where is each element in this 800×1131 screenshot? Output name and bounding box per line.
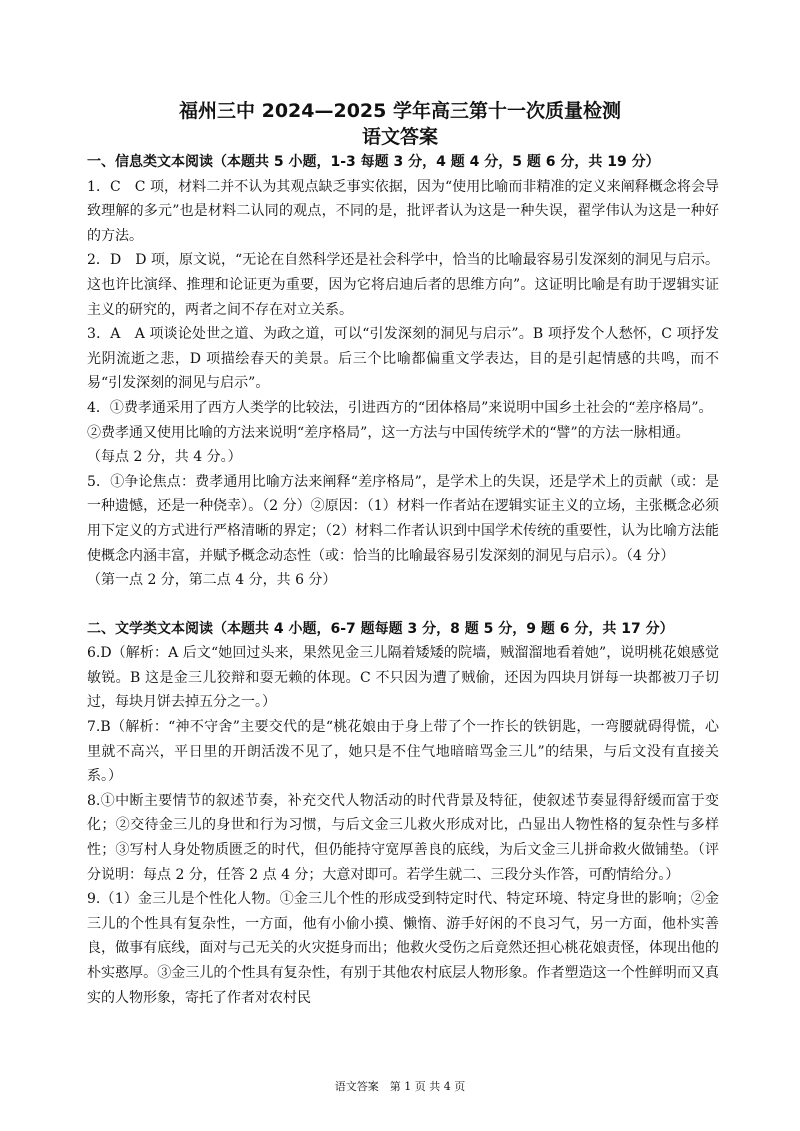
section-heading-informational-text: 一、信息类文本阅读（本题共 5 小题，1-3 每题 3 分，4 题 4 分，5 题 6 分，共 19 分） bbox=[87, 154, 660, 170]
answer-content bbox=[87, 150, 719, 1010]
document-subtitle: 语文答案 bbox=[361, 126, 438, 148]
answer-item-3: 3．A A 项谈论处世之道、为政之道，可以“引发深刻的洞见与启示”。B 项抒发个人愁怀，C 项抒发光阴流逝之悲，D 项描绘春天的美景。后三个比喻都偏重文学表达，目的是引起情感的共鸣，而不易“引发深刻的洞见与启示”。 bbox=[87, 326, 719, 392]
answer-item-4-scoring: （每点 2 分，共 4 分。） bbox=[87, 449, 242, 466]
answer-item-4-point-1: 4．①费孝通采用了西方人类学的比较法，引进西方的“团体格局”来说明中国乡土社会的“差序格局”。 bbox=[87, 399, 713, 416]
answer-item-8: 8.①中断主要情节的叙述节奏，补充交代人物活动的时代背景及特征，使叙述节奏显得舒缓而富于变化；②交待金三儿的身世和行为习惯，与后文金三儿救火形成对比，凸显出人物性格的复杂性与多样性；③写村人身处物质匮乏的时代，但仍能持守宽厚善良的底线，为后文金三儿拼命救火做铺垫。（评分说明：每点 2 分，任答 2 点 4 分；大意对即可。若学生就二、三段分头作答，可酌情给分。） bbox=[87, 792, 719, 883]
answer-item-9: 9.（1）金三儿是个性化人物。①金三儿个性的形成受到特定时代、特定环境、特定身世的影响；②金三儿的个性具有复杂性，一方面，他有小偷小摸、懒惰、游手好闲的不良习气，另一方面，他朴实善良，做事有底线，面对与己无关的火灾挺身而出；他救火受伤之后竟然还担心桃花娘责怪，体现出他的朴实憨厚。③金三儿的个性具有复杂性，有别于其他农村底层人物形象。作者塑造这一个性鲜明而又真实的人物形象，寄托了作者对农村民 bbox=[87, 891, 719, 1006]
answer-item-4-point-2: ②费孝通又使用比喻的方法来说明“差序格局”，这一方法与中国传统学术的“譬”的方法一脉相通。 bbox=[87, 424, 690, 441]
answer-item-6: 6.D（解析：A 后文“她回过头来，果然见金三儿隔着矮矮的院墙，贼溜溜地看着她”，说明桃花娘感觉敏锐。B 这是金三儿狡辩和耍无赖的体现。C 不只因为遭了贼偷，还因为四块月饼每一块都被刀子切过，每块月饼去掉五分之一。） bbox=[87, 645, 719, 711]
document-title: 福州三中 2024—2025 学年高三第十一次质量检测 bbox=[179, 100, 621, 122]
answer-item-2: 2．D D 项，原文说，“无论在自然科学还是社会科学中，恰当的比喻最容易引发深刻的洞见与启示。这也许比演绎、推理和论证更为重要，因为它将启迪后者的思维方向”。这证明比喻是有助于逻辑实证主义的研究的，两者之间不存在对立关系。 bbox=[87, 252, 719, 318]
answer-item-1: 1．C C 项，材料二并不认为其观点缺乏事实依据，因为“使用比喻而非精准的定义来阐释概念将会导致理解的多元”也是材料二认同的观点，不同的是，批评者认为这是一种失误，翟学伟认为这是一种好的方法。 bbox=[87, 178, 719, 244]
answer-item-7: 7.B（解析：“神不守舍”主要交代的是“桃花娘由于身上带了个一拃长的铁钥匙，一弯腰就碍得慌，心里就不高兴，平日里的开朗活泼不见了，她只是不住气地暗暗骂金三儿”的结果，与后文没有直接关系。） bbox=[87, 719, 719, 785]
page-footer: 语文答案 第 1 页 共 4 页 bbox=[334, 1080, 466, 1093]
section-heading-literary-text: 二、文学类文本阅读（本题共 4 小题，6-7 题每题 3 分，8 题 5 分，9 题 6 分，共 17 分） bbox=[87, 620, 674, 637]
answer-item-5-scoring: （第一点 2 分，第二点 4 分，共 6 分） bbox=[87, 572, 337, 589]
answer-item-5: 5．①争论焦点：费孝通用比喻方法来阐释“差序格局”，是学术上的失误，还是学术上的贡献（或：是一种遗憾，还是一种侥幸）。（2 分）②原因：（1）材料一作者站在逻辑实证主义的立场，主张概念必须用下定义的方式进行严格清晰的界定；（2）材料二作者认识到中国学术传统的重要性，认为比喻方法能使概念内涵丰富，并赋予概念动态性（或：恰当的比喻最容易引发深刻的洞见与启示）。（4 分） bbox=[87, 473, 719, 564]
